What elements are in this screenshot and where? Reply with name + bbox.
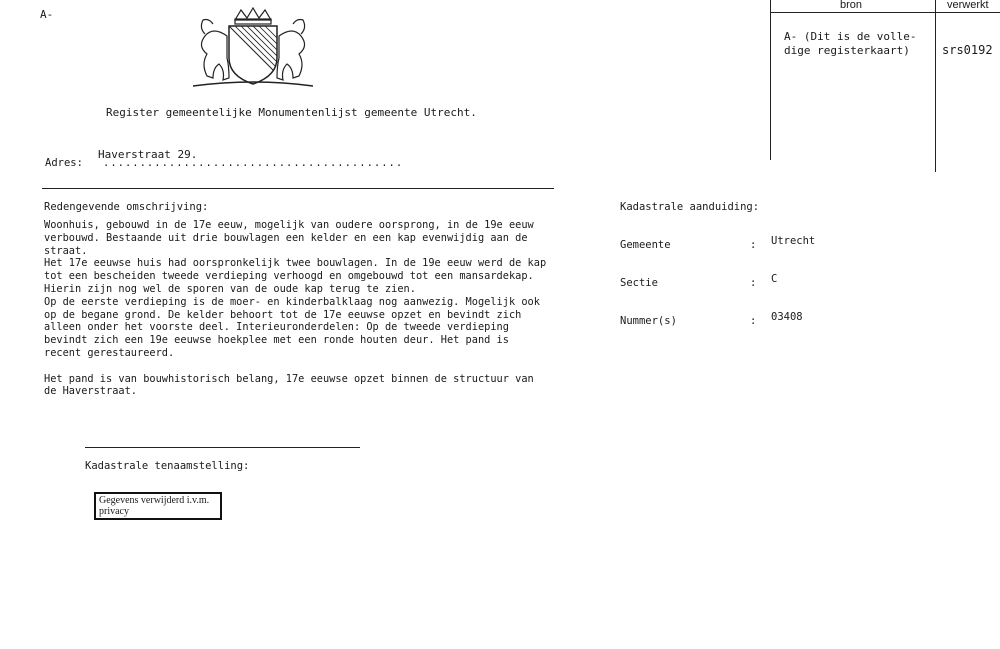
description-body: Woonhuis, gebouwd in de 17e eeuw, mogelijk van oudere oorsprong, in de 19e eeuw verbouwd. Bestaande uit drie bouwlagen een kelder en een kap evenwijdig aan de straat. Het 17e eeuwse huis had oorspronkelijk twee bouwlagen. In de 19e eeuw werd de kap tot een bescheiden tweede verdieping verhoogd en omgebouwd tot een mansardekap. Hierin zijn nog wel de sporen van de oude kap terug te zien. Op de eerste verdieping is de moer- en kinderbalklaag nog aanwezig. Mogelijk ook op de begane grond. De kelder behoort tot de 17e eeuwse opzet en bevindt zich alleen onder het voorste deel. Interieuronderdelen: Op de tweede verdieping bevindt zich een 19e eeuwse hoekplee met een ronde houten deur. Het pand is recent gerestaureerd. Het pand is van bouwhistorisch belang, 17e eeuwse opzet binnen de structuur van de Haverstraat.	[44, 219, 547, 398]
address-value: Haverstraat 29.	[98, 148, 198, 161]
verwerkt-text: srs0192	[942, 43, 993, 57]
bron-header: bron	[840, 0, 863, 11]
kadastrale-colon: :	[750, 277, 757, 289]
kadastrale-row	[620, 315, 770, 327]
tenaamstelling-label: Kadastrale tenaamstelling:	[85, 460, 250, 472]
divider-line-short	[85, 447, 360, 448]
divider-line	[42, 188, 554, 189]
kadastrale-colon: :	[750, 315, 757, 327]
utrecht-coat-of-arms-icon	[183, 6, 323, 90]
kadastrale-values	[771, 209, 815, 336]
register-title: Register gemeentelijke Monumentenlijst gemeente Utrecht.	[106, 106, 477, 119]
kadastrale-table	[620, 213, 770, 340]
privacy-notice-box: Gegevens verwijderd i.v.m. privacy	[94, 492, 222, 520]
bron-text: A- (Dit is de volle- dige registerkaart)	[784, 30, 917, 57]
address-dots: .........................................	[103, 157, 404, 169]
kadastrale-label: Gemeente	[620, 239, 671, 251]
kadastrale-heading: Kadastrale aanduiding:	[620, 201, 760, 213]
kadastrale-label: Nummer(s)	[620, 315, 677, 327]
kadastrale-row	[620, 239, 770, 251]
panel-border-middle	[935, 0, 936, 172]
verwerkt-header: verwerkt	[947, 0, 989, 11]
corner-code: A-	[40, 8, 54, 21]
kadastrale-value-sectie: C	[771, 273, 778, 285]
kadastrale-row	[620, 277, 770, 289]
address-label: Adres:	[45, 157, 83, 169]
kadastrale-value-gemeente: Utrecht	[771, 235, 816, 247]
description-heading: Redengevende omschrijving:	[44, 201, 209, 213]
panel-header-line	[770, 12, 1000, 13]
kadastrale-colon: :	[750, 239, 757, 251]
kadastrale-value-nummer: 03408	[771, 311, 803, 323]
panel-border-left	[770, 0, 771, 160]
kadastrale-label: Sectie	[620, 277, 658, 289]
